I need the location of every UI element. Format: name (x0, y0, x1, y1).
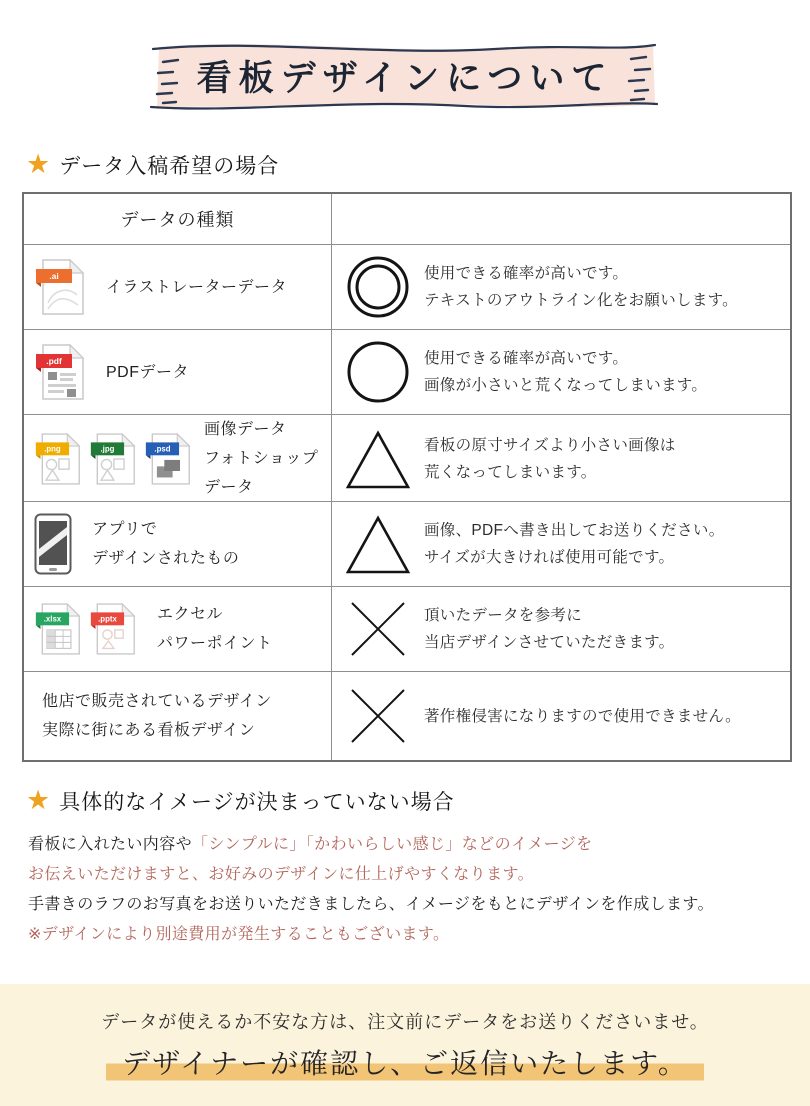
psd-file-icon (144, 429, 192, 489)
pptx-badge-label: .pptx (98, 614, 117, 624)
png-badge-label: .png (44, 444, 61, 454)
xlsx-badge-label: .xlsx (43, 614, 62, 624)
row-description: 画像、PDFへ書き出してお送りください。 (424, 522, 725, 539)
ai-badge-label: .ai (49, 271, 59, 281)
footer-notice-banner (0, 984, 810, 1106)
row-label: イラストレーターデータ (106, 278, 288, 296)
row-label: パワーポイント (157, 635, 273, 652)
footer-notice-text: データが使えるか不安な方は、注文前にデータをお送りくださいませ。 (101, 1012, 709, 1032)
page-title: 看板デザインについて (196, 58, 614, 99)
footer-highlighted-text: デザイナーが確認し、ご返信いたします。 (106, 1042, 704, 1082)
rating-double-circle-icon (345, 254, 411, 320)
pdf-badge-label: .pdf (46, 356, 62, 366)
row-description: 頂いたデータを参考に (424, 607, 583, 624)
row-description: 著作権侵害になりますので使用できません。 (424, 707, 741, 725)
row-description: 荒くなってしまいます。 (424, 463, 597, 481)
pptx-file-icon (89, 599, 137, 659)
title-ribbon (145, 32, 665, 122)
paragraph-accent-text: お伝えいただけますと、お好みのデザインに仕上げやすくなります。 (28, 866, 535, 883)
row-label: 他店で販売されているデザイン (42, 693, 272, 710)
table-header-empty-cell (332, 194, 790, 244)
paragraph-accent-text: 「シンプルに」「かわいらしい感じ」などのイメージを (192, 836, 593, 853)
row-label: 実際に街にある看板デザイン (42, 722, 256, 739)
section-data-submission-heading (26, 150, 810, 180)
pdf-file-icon (34, 342, 86, 402)
row-label: デザインされたもの (92, 550, 240, 567)
table-header-row (24, 194, 790, 244)
table-row (24, 501, 790, 586)
rating-cross-icon (347, 685, 409, 747)
row-label: アプリで (92, 521, 158, 538)
table-row (24, 586, 790, 671)
row-description: 使用できる確率が高いです。 (424, 265, 629, 282)
psd-badge-label: .psd (154, 444, 171, 454)
table-header-data-type: データの種類 (120, 210, 235, 230)
row-label: エクセル (157, 606, 224, 623)
rating-circle-icon (345, 339, 411, 405)
row-description: 当店デザインさせていただきます。 (424, 634, 675, 651)
paragraph-text: 看板に入れたい内容や (28, 836, 193, 853)
paragraph-accent-text: ※デザインにより別途費用が発生することもございます。 (28, 926, 450, 943)
table-row (24, 414, 790, 501)
row-label: 画像データ (204, 421, 287, 438)
rating-triangle-icon (345, 511, 411, 577)
row-description: 看板の原寸サイズより小さい画像は (424, 436, 676, 454)
rating-cross-icon (347, 598, 409, 660)
star-icon: ★ (26, 784, 51, 815)
xlsx-file-icon (34, 599, 82, 659)
data-types-table (22, 192, 792, 762)
no-image-paragraph (28, 830, 810, 950)
table-row (24, 329, 790, 414)
row-label: フォトショップデータ (204, 450, 319, 496)
ai-file-icon (34, 257, 86, 317)
table-row (24, 244, 790, 329)
jpg-file-icon (89, 429, 137, 489)
row-description: 画像が小さいと荒くなってしまいます。 (424, 377, 708, 394)
smartphone-icon (34, 513, 72, 575)
table-row (24, 671, 790, 760)
section-heading-text: データ入稿希望の場合 (59, 155, 280, 178)
section-no-image-heading (26, 786, 810, 816)
star-icon: ★ (26, 148, 51, 179)
section-heading-text: 具体的なイメージが決まっていない場合 (59, 791, 455, 814)
jpg-badge-label: .jpg (100, 444, 115, 454)
row-description: サイズが大きければ使用可能です。 (424, 549, 675, 566)
rating-triangle-icon (345, 426, 411, 492)
row-description: テキストのアウトライン化をお願いします。 (424, 292, 738, 309)
png-file-icon (34, 429, 82, 489)
paragraph-text: 手書きのラフのお写真をお送りいただきましたら、イメージをもとにデザインを作成します。 (28, 896, 714, 913)
row-description: 使用できる確率が高いです。 (424, 350, 629, 367)
row-label: PDFデータ (106, 363, 190, 381)
